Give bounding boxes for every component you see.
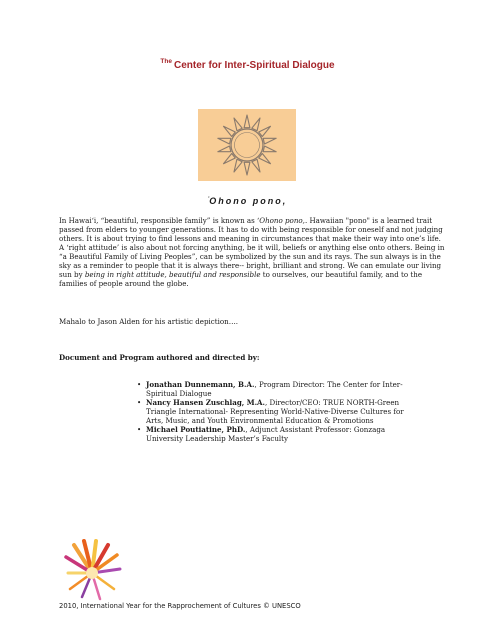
sun-artwork [198,109,296,181]
list-item [137,425,412,443]
list-item [137,398,412,425]
contributor-role: , Director/CEO: TRUE NORTH-Green Triangle International- Representing World-Native-Diverse Cultures for Arts, Music, and Youth Environmental Education & Promotions [146,398,404,425]
mahalo-line: Mahalo to Jason Alden for his artistic depiction…. [59,317,239,326]
contributor-list [137,380,412,443]
okina-mark: ‘ [207,196,210,203]
contributor-role: , Adjunct Assistant Professor: Gonzaga University Leadership Master’s Faculty [146,425,386,443]
unesco-year-logo [62,539,125,601]
body-paragraph [59,216,445,288]
bullet-icon: • [137,425,142,434]
list-item [137,380,412,398]
title-prefix: The [160,58,172,65]
paragraph-text-2: . Hawaiian "pono" is a learned trait passed from elders to younger generations. It has to do with being responsible for oneself and not judging others. It is about trying to find lessons and meaning in circumstances that make their way into one’s life. A ‘right attitude’ is also about not forcing anything, be it will, beliefs or anything else onto others. Being in “a Beautiful Family of Living Peoples”, can be symbolized by the sun and its rays. The sun always is in the sky as a reminder to people that it is always there-- bright, brilliant and strong. We can emulate our living sun by [59,216,445,279]
paragraph-italic-2: being in right attitude, beautiful and responsible [84,270,261,279]
hawaiian-phrase [0,196,495,206]
contributor-role: , Program Director: The Center for Inter-Spiritual Dialogue [146,380,403,398]
bullet-icon: • [137,398,142,407]
bullet-icon: • [137,380,142,389]
footer-text: 2010, International Year for the Rapprochement of Cultures © UNESCO [59,602,301,610]
paragraph-text-1: In Hawai‘i, “beautiful, responsible family” is known as [59,216,258,225]
title-main: Center for Inter-Spiritual Dialogue [173,60,335,71]
contributor-name: Nancy Hansen Zuschlag, M.A. [146,398,266,407]
document-title [0,58,495,71]
contributor-name: Michael Poutiatine, PhD. [146,425,246,434]
contributor-name: Jonathan Dunnemann, B.A. [146,380,255,389]
radiating-stripes-icon [62,539,125,601]
paragraph-text-3: to ourselves, our beautiful family, and to the families of people around the globe. [59,270,423,288]
phrase-text: Ohono pono, [209,196,288,206]
authored-heading: Document and Program authored and directed by: [59,353,260,362]
sun-icon [198,109,296,181]
paragraph-italic-1: ‘Ohono pono, [257,216,305,225]
